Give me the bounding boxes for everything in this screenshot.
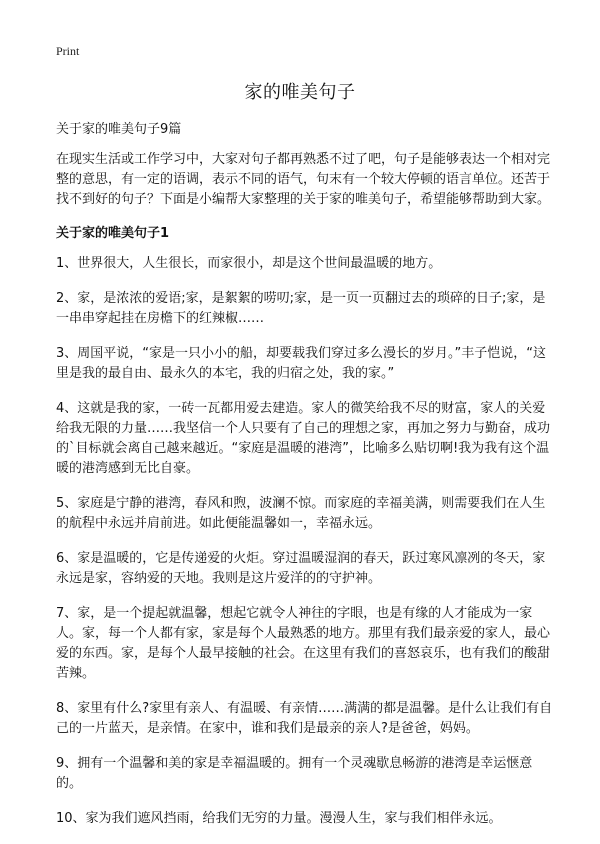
section-heading: 关于家的唯美句子1 — [56, 226, 170, 241]
sentence-item: 7、家，是一个提起就温馨，想起它就令人神往的字眼，也是有缘的人才能成为一家人。家，每一个人都有家，家是每个人最熟悉的地方。那里有我们最亲爱的家人，最心爱的东西。家，是每个人最早接触的社会。在这里有我们的喜怒哀乐，也有我们的酸甜苦辣。 — [56, 606, 551, 681]
article-body — [56, 120, 556, 844]
print-link[interactable]: Print — [56, 44, 80, 58]
sentence-item: 4、这就是我的家，一砖一瓦都用爱去建造。家人的微笑给我不尽的财富，家人的关爱给我无限的力量……我坚信一个人只要有了自己的理想之家，再加之努力与勤奋，成功的`目标就会离自己越来越近。“家庭是温暖的港湾”，比喻多么贴切啊!我为我有这个温暖的港湾感到无比自豪。 — [56, 401, 551, 476]
intro-paragraph: 在现实生活或工作学习中，大家对句子都再熟悉不过了吧，句子是能够表达一个相对完整的意思，有一定的语调，表示不同的语气，句末有一个较大停顿的语言单位。还苦于找不到好的句子？下面是小编帮大家整理的关于家的唯美句子，希望能够帮助到大家。 — [56, 152, 551, 207]
page-title: 家的唯美句子 — [244, 82, 356, 103]
sentence-list — [56, 254, 556, 829]
sentence-item: 1、世界很大，人生很长，而家很小，却是这个世间最温暖的地方。 — [56, 256, 442, 271]
sentence-item: 6、家是温暖的，它是传递爱的火炬。穿过温暖湿润的春天，跃过寒风凛冽的冬天，家永远是家，容纳爱的天地。我则是这片爱洋的的守护神。 — [56, 551, 546, 586]
sentence-item: 9、拥有一个温馨和美的家是幸福温暖的。拥有一个灵魂歇息畅游的港湾是幸运惬意的。 — [56, 756, 533, 791]
sentence-item: 2、家，是浓浓的爱语;家，是絮絮的唠叨;家，是一页一页翻过去的琐碎的日子;家，是一串串穿起挂在房檐下的红辣椒…… — [56, 291, 546, 326]
sentence-item: 8、家里有什么?家里有亲人、有温暖、有亲情……满满的都是温馨。是什么让我们有自己的一片蓝天，是亲情。在家中，谁和我们是最亲的亲人?是爸爸，妈妈。 — [56, 701, 553, 736]
article-subtitle: 关于家的唯美句子9篇 — [56, 122, 182, 137]
sentence-item: 10、家为我们遮风挡雨，给我们无穷的力量。漫漫人生，家与我们相伴永远。 — [56, 811, 502, 826]
sentence-item: 3、周国平说，“家是一只小小的船，却要载我们穿过多么漫长的岁月。”丰子恺说，“这里是我的最自由、最永久的本宅，我的归宿之处，我的家。” — [56, 346, 546, 381]
sentence-item: 5、家庭是宁静的港湾，春风和煦，波澜不惊。而家庭的幸福美满，则需要我们在人生的航程中永远并肩前进。如此便能温馨如一，幸福永远。 — [56, 496, 546, 531]
